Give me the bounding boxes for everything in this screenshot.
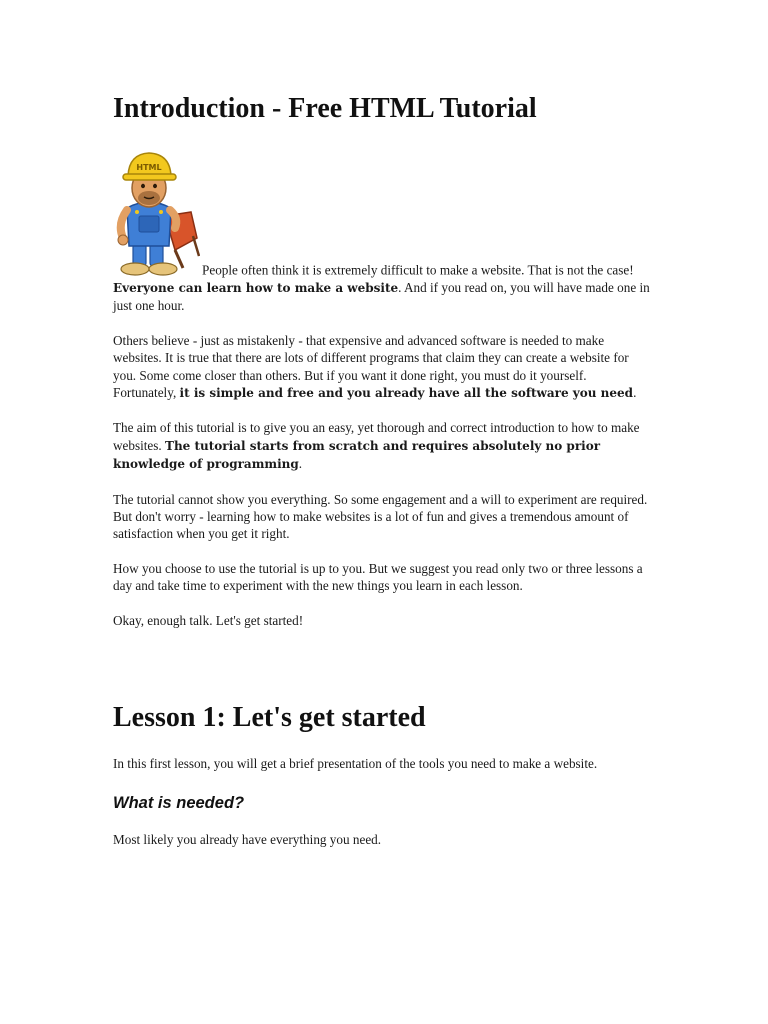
intro-paragraph-5: How you choose to use the tutorial is up to you. But we suggest you read only two or three lessons a day and take time to experiment with the new things you learn in each lesson. [113,560,643,594]
intro-p1-text-1: People often think it is extremely difficult to make a website. That is not the case! [202,262,634,278]
lesson1-heading: Lesson 1: Let's get started [113,702,426,734]
intro-section [113,146,653,629]
intro-paragraph-2 [113,332,653,403]
intro-p3-text-2: . [298,456,303,472]
intro-paragraph-1 [113,146,653,315]
intro-p1-bold: Everyone can learn how to make a website [113,281,399,295]
intro-paragraph-6: Okay, enough talk. Let's get started! [113,612,304,628]
lesson1-paragraph-2: Most likely you already have everything you need. [113,831,382,847]
lesson1-paragraph-1: In this first lesson, you will get a brief presentation of the tools you need to make a website. [113,756,598,772]
construction-worker-icon [113,146,200,279]
intro-p2-text-2: . [633,385,637,401]
intro-p3-bold: The tutorial starts from scratch and requires absolutely no prior knowledge of programming [113,438,601,472]
intro-heading: Introduction - Free HTML Tutorial [113,93,537,124]
document-page [113,0,653,865]
lesson1-subheading: What is needed? [113,793,245,812]
intro-p3-text-1: The aim of this tutorial is to give you an easy, yet thorough and correct introduction to how to make websites. [113,420,640,453]
intro-paragraph-4: The tutorial cannot show you everything. So some engagement and a will to experiment are required. But don't worry - learning how to make websites is a lot of fun and gives a tremendous amount of satisfaction when you get it right. [113,491,648,542]
intro-p2-text-1: Others believe - just as mistakenly - that expensive and advanced software is needed to make websites. It is true that there are lots of different programs that claim they can create a website for you. Some come closer than others. But if you want it done right, you must do it yourself. Fortunately, [113,332,629,401]
intro-p1-text-2: . And if you read on, you will have made one in just one hour. [113,280,650,314]
svg-text:HTML: HTML [136,163,162,172]
lesson1-section [113,755,653,848]
intro-p2-bold: it is simple and free and you already have all the software you need [179,386,634,401]
intro-paragraph-3 [113,419,653,473]
